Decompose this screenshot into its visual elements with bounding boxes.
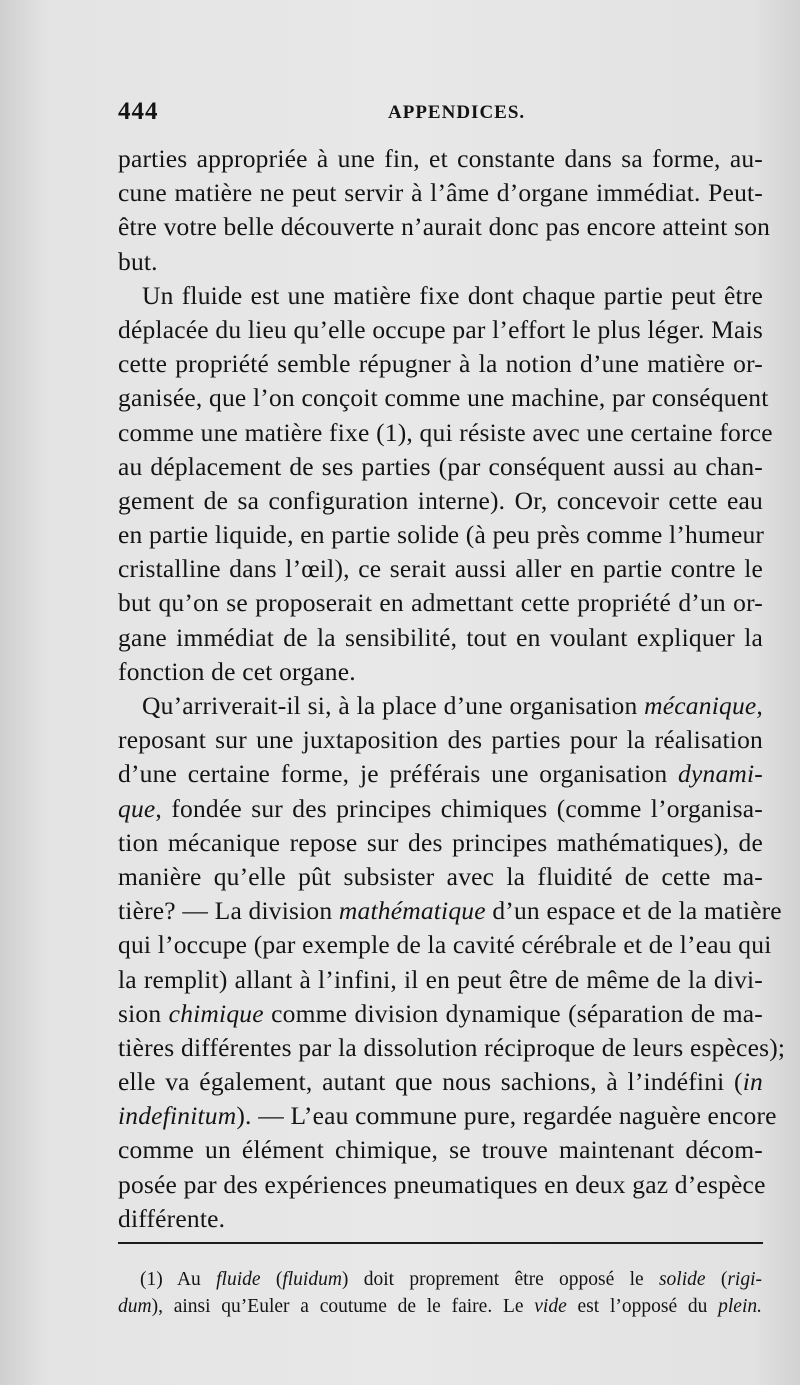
footnote-line: (1) Au fluide (fluidum) doit proprement être opposé le solide (rigi- <box>140 1269 763 1290</box>
text-line: elle va également, autant que nous sachions, à l’indéfini (in <box>118 1067 763 1097</box>
text-line: fonction de cet organe. <box>118 656 356 686</box>
footnote-divider <box>118 1242 763 1244</box>
text-line: manière qu’elle pût subsister avec la fluidité de cette ma- <box>118 861 763 891</box>
main-text <box>118 142 786 1236</box>
paragraph-start: Qu’arriverait-il si, à la place d’une organisation mécanique, <box>142 691 763 720</box>
text-line: tion mécanique repose sur des principes mathématiques), de <box>118 827 763 857</box>
text-line: tières différentes par la dissolution réciproque de leurs espèces); <box>118 1032 786 1062</box>
text-line: cette propriété semble répugner à la notion d’une matière or- <box>118 349 763 379</box>
page-header <box>118 98 758 134</box>
text-line: la remplit) allant à l’infini, il en peut être de même de la divi- <box>118 964 763 994</box>
footnote <box>118 1266 763 1320</box>
text-line: indefinitum). — L’eau commune pure, regardée naguère encore <box>118 1101 777 1131</box>
running-head: APPENDICES. <box>388 102 526 123</box>
italic-term: dynami- <box>678 759 763 789</box>
italic-term: que <box>118 793 156 823</box>
text-line: en partie liquide, en partie solide (à peu près comme l’humeur <box>118 520 765 550</box>
text-line: cristalline dans l’œil), ce serait aussi aller en partie contre le <box>118 554 763 584</box>
text-line: comme un élément chimique, se trouve maintenant décom- <box>118 1135 763 1165</box>
text-line: déplacée du lieu qu’elle occupe par l’effort le plus léger. Mais <box>118 314 763 344</box>
text-line: au déplacement de ses parties (par conséquent aussi au chan- <box>118 451 763 481</box>
text-line: différente. <box>118 1203 226 1233</box>
paragraph-start: Un fluide est une matière fixe dont chaque partie peut être <box>142 280 763 310</box>
text-line: tière? — La division mathématique d’un espace et de la matière <box>118 896 782 926</box>
footnote-line: dum), ainsi qu’Euler a coutume de le faire. Le vide est l’opposé du plein. <box>118 1296 762 1317</box>
italic-term: chimique <box>168 998 264 1028</box>
text-line: gement de sa configuration interne). Or, concevoir cette eau <box>118 485 763 515</box>
text-line: comme une matière fixe (1), qui résiste avec une certaine force <box>118 417 773 447</box>
text-line: d’une certaine forme, je préférais une organisation dynami- <box>118 759 763 789</box>
text-line: ganisée, que l’on conçoit comme une machine, par conséquent <box>118 383 769 413</box>
text-line: parties appropriée à une fin, et constante dans sa forme, au- <box>118 144 763 173</box>
italic-term: in <box>742 1067 763 1097</box>
text-line: sion chimique comme division dynamique (séparation de ma- <box>118 998 763 1028</box>
text-line: que, fondée sur des principes chimiques (comme l’organisa- <box>118 793 763 823</box>
italic-term: indefinitum <box>118 1101 237 1131</box>
text-line: posée par des expériences pneumatiques en deux gaz d’espèce <box>118 1169 766 1199</box>
italic-term: mécanique, <box>644 691 763 720</box>
page-number: 444 <box>118 98 159 125</box>
text-line: cune matière ne peut servir à l’âme d’organe immédiat. Peut- <box>118 178 763 208</box>
text-line: être votre belle découverte n’aurait donc pas encore atteint son <box>118 212 771 242</box>
text-line: but qu’on se proposerait en admettant cette propriété d’un or- <box>118 588 763 618</box>
text-line: but. <box>118 246 158 276</box>
text-line: reposant sur une juxtaposition des parties pour la réalisation <box>118 725 763 755</box>
text-line: qui l’occupe (par exemple de la cavité cérébrale et de l’eau qui <box>118 930 772 960</box>
text-line: gane immédiat de la sensibilité, tout en voulant expliquer la <box>118 622 763 652</box>
italic-term: mathématique <box>338 896 486 926</box>
footnote-marker: (1) <box>140 1269 163 1290</box>
